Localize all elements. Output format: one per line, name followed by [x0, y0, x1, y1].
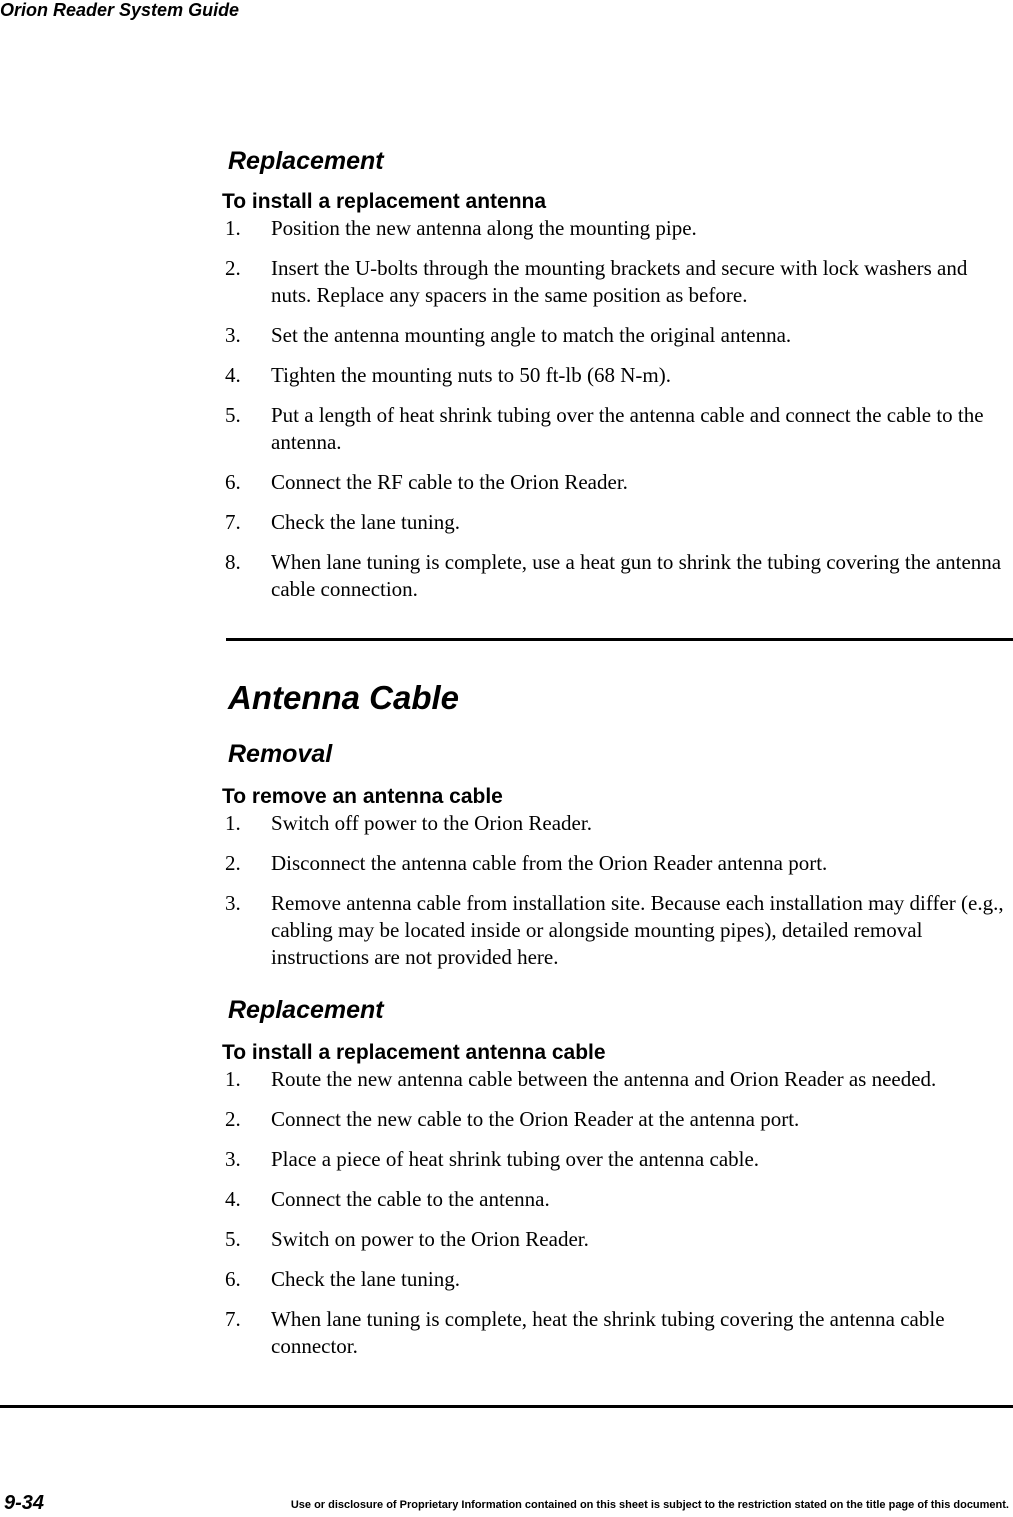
step-number: 4.	[225, 363, 241, 387]
step-number: 7.	[225, 510, 241, 534]
subheading-replacement: Replacement	[228, 996, 384, 1024]
step-item	[222, 1266, 1012, 1293]
subheading-replacement: Replacement	[228, 147, 384, 175]
page-number: 9-34	[4, 1492, 45, 1514]
step-number: 2.	[225, 1107, 241, 1131]
footer-rule	[0, 1405, 1013, 1408]
page-content	[222, 146, 1012, 1360]
step-item	[222, 1146, 1012, 1173]
procedure-title: To install a replacement antenna cable	[222, 1041, 606, 1064]
step-text: Switch off power to the Orion Reader.	[271, 811, 592, 835]
step-number: 5.	[225, 403, 241, 427]
procedure-title: To install a replacement antenna	[222, 190, 547, 213]
step-number: 3.	[225, 891, 241, 915]
step-list	[222, 1066, 1012, 1360]
step-text: Tighten the mounting nuts to 50 ft-lb (68 N-m).	[271, 363, 671, 387]
step-text: Switch on power to the Orion Reader.	[271, 1227, 589, 1251]
running-header: Orion Reader System Guide	[0, 0, 240, 20]
step-text: Position the new antenna along the mounting pipe.	[271, 216, 697, 240]
proprietary-disclaimer: Use or disclosure of Proprietary Information contained on this sheet is subject to the restriction stated on the title page of this document.	[290, 1499, 1009, 1511]
step-number: 6.	[225, 1267, 241, 1291]
step-number: 4.	[225, 1187, 241, 1211]
step-item	[222, 1066, 1012, 1093]
step-number: 3.	[225, 1147, 241, 1171]
step-text: Connect the new cable to the Orion Reader at the antenna port.	[271, 1107, 800, 1131]
rule-spacer	[222, 603, 1012, 679]
step-number: 2.	[225, 256, 241, 280]
step-text: Connect the RF cable to the Orion Reader.	[271, 470, 628, 494]
step-number: 8.	[225, 550, 241, 574]
step-text: When lane tuning is complete, use a heat gun to shrink the tubing covering the antenna cable connection.	[271, 550, 1002, 601]
step-number: 3.	[225, 323, 241, 347]
step-number: 1.	[225, 1067, 241, 1091]
step-text: Route the new antenna cable between the antenna and Orion Reader as needed.	[271, 1067, 937, 1091]
step-item	[222, 362, 1012, 389]
step-item	[222, 1226, 1012, 1253]
step-item	[222, 890, 1012, 971]
step-item	[222, 810, 1012, 837]
step-item	[222, 215, 1012, 242]
step-text: Insert the U-bolts through the mounting brackets and secure with lock washers and nuts. Replace any spacers in the same position as before.	[271, 256, 968, 307]
step-item	[222, 322, 1012, 349]
step-item	[222, 549, 1012, 603]
step-item	[222, 1186, 1012, 1213]
step-number: 5.	[225, 1227, 241, 1251]
step-number: 2.	[225, 851, 241, 875]
step-text: Connect the cable to the antenna.	[271, 1187, 550, 1211]
step-text: Put a length of heat shrink tubing over the antenna cable and connect the cable to the antenna.	[271, 403, 984, 454]
procedure-title: To remove an antenna cable	[222, 785, 503, 808]
step-item	[222, 1106, 1012, 1133]
step-item	[222, 255, 1012, 309]
step-text: Remove antenna cable from installation site. Because each installation may differ (e.g., cabling may be located inside or alongside mounting pipes), detailed removal instructions are not provided here.	[271, 891, 1004, 969]
step-number: 6.	[225, 470, 241, 494]
section-rule	[226, 638, 1013, 641]
step-text: Check the lane tuning.	[271, 1267, 460, 1291]
step-item	[222, 469, 1012, 496]
step-number: 1.	[225, 811, 241, 835]
step-text: Place a piece of heat shrink tubing over the antenna cable.	[271, 1147, 760, 1171]
step-item	[222, 850, 1012, 877]
step-item	[222, 1306, 1012, 1360]
step-item	[222, 509, 1012, 536]
step-text: Check the lane tuning.	[271, 510, 460, 534]
step-text: Disconnect the antenna cable from the Orion Reader antenna port.	[271, 851, 828, 875]
step-list	[222, 215, 1012, 603]
step-number: 7.	[225, 1307, 241, 1331]
step-number: 1.	[225, 216, 241, 240]
subheading-removal: Removal	[228, 740, 333, 768]
step-item	[222, 402, 1012, 456]
step-text: When lane tuning is complete, heat the shrink tubing covering the antenna cable connector.	[271, 1307, 945, 1358]
step-list	[222, 810, 1012, 971]
step-text: Set the antenna mounting angle to match the original antenna.	[271, 323, 792, 347]
section-heading: Antenna Cable	[228, 679, 460, 716]
